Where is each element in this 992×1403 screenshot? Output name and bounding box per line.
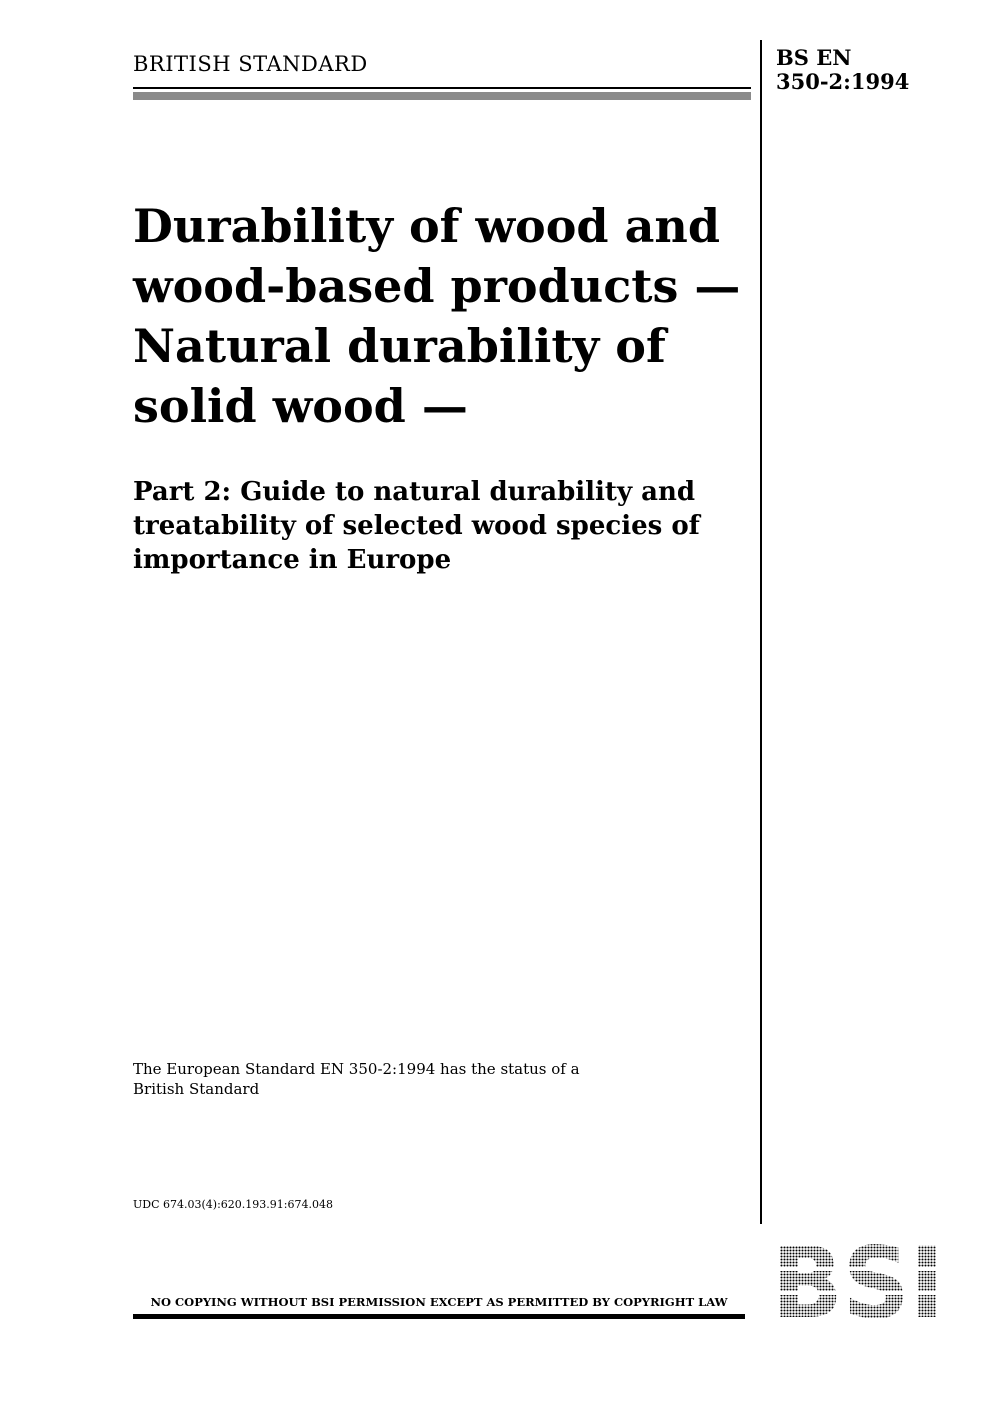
status-note (133, 1059, 580, 1099)
copyright-notice: NO COPYING WITHOUT BSI PERMISSION EXCEPT AS PERMITTED BY COPYRIGHT LAW (150, 1295, 728, 1309)
vertical-divider (760, 40, 762, 1224)
subtitle-line: treatability of selected wood species of (133, 511, 700, 541)
title-line: Natural durability of (133, 319, 666, 373)
document-type-label: BRITISH STANDARD (133, 52, 368, 76)
udc-classification: UDC 674.03(4):620.193.91:674.048 (133, 1198, 333, 1211)
document-subtitle (133, 475, 753, 577)
title-line: wood-based products — (133, 259, 741, 313)
title-line: solid wood — (133, 379, 468, 433)
title-line: Durability of wood and (133, 199, 720, 253)
bsi-logo (771, 1243, 946, 1323)
document-title (133, 196, 758, 436)
standard-number-line1: BS EN (776, 45, 852, 70)
status-note-line1: The European Standard EN 350-2:1994 has the status of a (133, 1060, 580, 1078)
standard-number (776, 46, 909, 94)
footer-rule (133, 1314, 745, 1319)
header-rule-gray (133, 92, 751, 100)
standard-number-line2: 350-2:1994 (776, 69, 910, 94)
header-rule-thin (133, 87, 751, 89)
subtitle-line: importance in Europe (133, 545, 452, 575)
status-note-line2: British Standard (133, 1080, 260, 1098)
subtitle-line: Part 2: Guide to natural durability and (133, 477, 696, 507)
